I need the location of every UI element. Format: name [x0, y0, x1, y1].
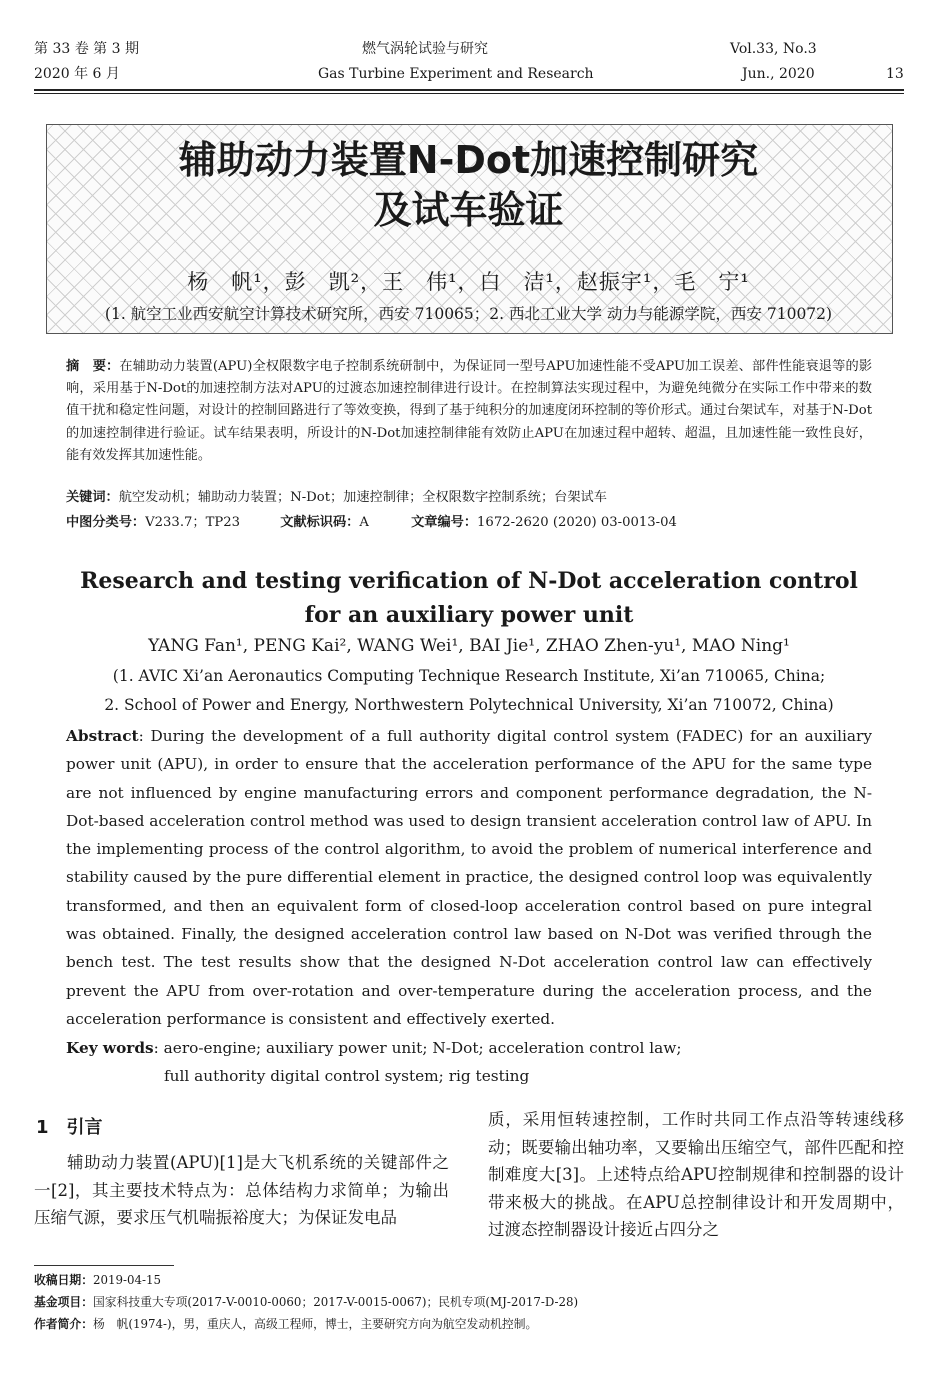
article-no-value: 1672-2620 (2020) 03-0013-04 — [477, 515, 677, 530]
keywords-en-line1: : aero-engine; auxiliary power unit; N-Dot; acceleration control law; — [153, 1039, 682, 1057]
received-date — [34, 1271, 161, 1289]
article-no-label: 文章编号： — [411, 515, 478, 530]
abstract-cn-label: 摘 要： — [66, 359, 120, 374]
abstract-en-text: : During the development of a full authority digital control system (FADEC) for an auxiliary power unit (APU), in order to ensure that the acceleration performance of the APU for the same type are not influenced by engine manufacturing errors and component performance degradation, the N-Dot-based acceleration control method was used to design transient acceleration control law of APU. In the implementing process of the control algorithm, to avoid the problem of numerical interference and stability caused by the pure differential element in practice, the designed control loop was equivalently transformed, and then an equivalent form of closed-loop acceleration control based on pure integral was obtained. Finally, the designed acceleration control law based on N-Dot was verified through the bench test. The test results show that the designed N-Dot acceleration control law can effectively prevent the APU from over-rotation and over-temperature during the acceleration process, and the acceleration performance is consistent and effectively exerted. — [66, 727, 872, 1028]
body-left-text: 辅助动力装置(APU)[1]是大飞机系统的关键部件之一[2]，其主要技术特点为：总体结构力求简单；为输出压缩气源，要求压气机喘振裕度大；为保证发电品 — [34, 1153, 449, 1227]
affiliation-cn: (1. 航空工业西安航空计算技术研究所，西安 710065；2. 西北工业大学 动力与能源学院，西安 710072) — [104, 305, 833, 323]
keywords-en-line2: full authority digital control system; rig testing — [164, 1067, 530, 1085]
bio-label: 作者简介： — [34, 1317, 93, 1331]
bio-value: 杨 帆(1974-)，男，重庆人，高级工程师，博士，主要研究方向为航空发动机控制。 — [93, 1317, 538, 1331]
authors-cn: 杨 帆¹，彭 凯²，王 伟¹，白 洁¹，赵振宇¹，毛 宁¹ — [187, 270, 750, 294]
title-en-line1: Research and testing verification of N-Dot acceleration control — [80, 568, 858, 594]
journal-name-cn: 燃气涡轮试验与研究 — [362, 41, 488, 57]
body-left-column — [34, 1149, 449, 1232]
abstract-en-label: Abstract — [66, 727, 139, 745]
fund-project — [34, 1293, 578, 1311]
keywords-cn-label: 关键词： — [66, 490, 119, 505]
keywords-en-label: Key words — [66, 1039, 154, 1057]
clc-value: V233.7；TP23 — [145, 515, 241, 530]
volume-issue-en: Vol.33, No.3 — [730, 41, 817, 57]
author-bio — [34, 1315, 537, 1333]
body-right-text: 质，采用恒转速控制，工作时共同工作点沿等转速线移动；既要输出轴功率，又要输出压缩空气，部件匹配和控制难度大[3]。上述特点给APU控制规律和控制器的设计带来极大的挑战。在APU总控制律设计和开发周期中，过渡态控制器设计接近占四分之 — [488, 1110, 904, 1239]
received-value: 2019-04-15 — [93, 1273, 162, 1287]
header-rule-thick — [34, 89, 904, 91]
classification — [66, 512, 872, 534]
keywords-cn — [66, 487, 872, 509]
keywords-en — [66, 1034, 682, 1062]
abstract-cn — [66, 356, 872, 467]
affiliation-en-line2: 2. School of Power and Energy, Northwestern Polytechnical University, Xi’an 710072, China) — [104, 696, 834, 714]
date-en: Jun., 2020 — [742, 66, 815, 82]
header-rule-thin — [34, 93, 904, 94]
title-cn-line2: 及试车验证 — [373, 188, 564, 232]
section-heading: 1 引言 — [36, 1117, 103, 1138]
abstract-en — [66, 722, 872, 1033]
abstract-cn-text: 在辅助动力装置(APU)全权限数字电子控制系统研制中，为保证同一型号APU加速性能不受APU加工误差、部件性能衰退等的影响，采用基于N-Dot的加速控制方法对APU的过渡态加速控制律进行设计。在控制算法实现过程中，为避免纯微分在实际工作中带来的数值干扰和稳定性问题，对设计的控制回路进行了等效变换，得到了基于纯积分的加速度闭环控制的等价形式。通过台架试车，对基于N-Dot的加速控制律进行验证。试车结果表明，所设计的N-Dot加速控制律能有效防止APU在加速过程中超转、超温，且加速性能一致性良好，能有效发挥其加速性能。 — [66, 359, 873, 463]
affiliation-en-line1: (1. AVIC Xi’an Aeronautics Computing Technique Research Institute, Xi’an 710065, China; — [112, 667, 826, 685]
body-right-column — [488, 1106, 904, 1244]
keywords-cn-text: 航空发动机；辅助动力装置；N-Dot；加速控制律；全权限数字控制系统；台架试车 — [118, 490, 607, 505]
doc-code-value: A — [359, 515, 369, 530]
authors-en: YANG Fan¹, PENG Kai², WANG Wei¹, BAI Jie¹, ZHAO Zhen-yu¹, MAO Ning¹ — [148, 636, 790, 656]
date-cn: 2020 年 6 月 — [34, 66, 120, 82]
title-cn-line1: 辅助动力装置N-Dot加速控制研究 — [178, 138, 759, 182]
fund-label: 基金项目： — [34, 1295, 93, 1309]
volume-issue-cn: 第 33 卷 第 3 期 — [34, 41, 139, 57]
page-number: 13 — [886, 66, 904, 82]
fund-value: 国家科技重大专项(2017-V-0010-0060；2017-V-0015-0067)；民机专项(MJ-2017-D-28) — [93, 1295, 579, 1309]
received-label: 收稿日期： — [34, 1273, 93, 1287]
journal-name-en: Gas Turbine Experiment and Research — [318, 66, 594, 82]
footnote-rule — [34, 1265, 174, 1266]
title-en-line2: for an auxiliary power unit — [304, 602, 634, 628]
doc-code-label: 文献标识码： — [280, 515, 360, 530]
clc-label: 中图分类号： — [66, 515, 146, 530]
